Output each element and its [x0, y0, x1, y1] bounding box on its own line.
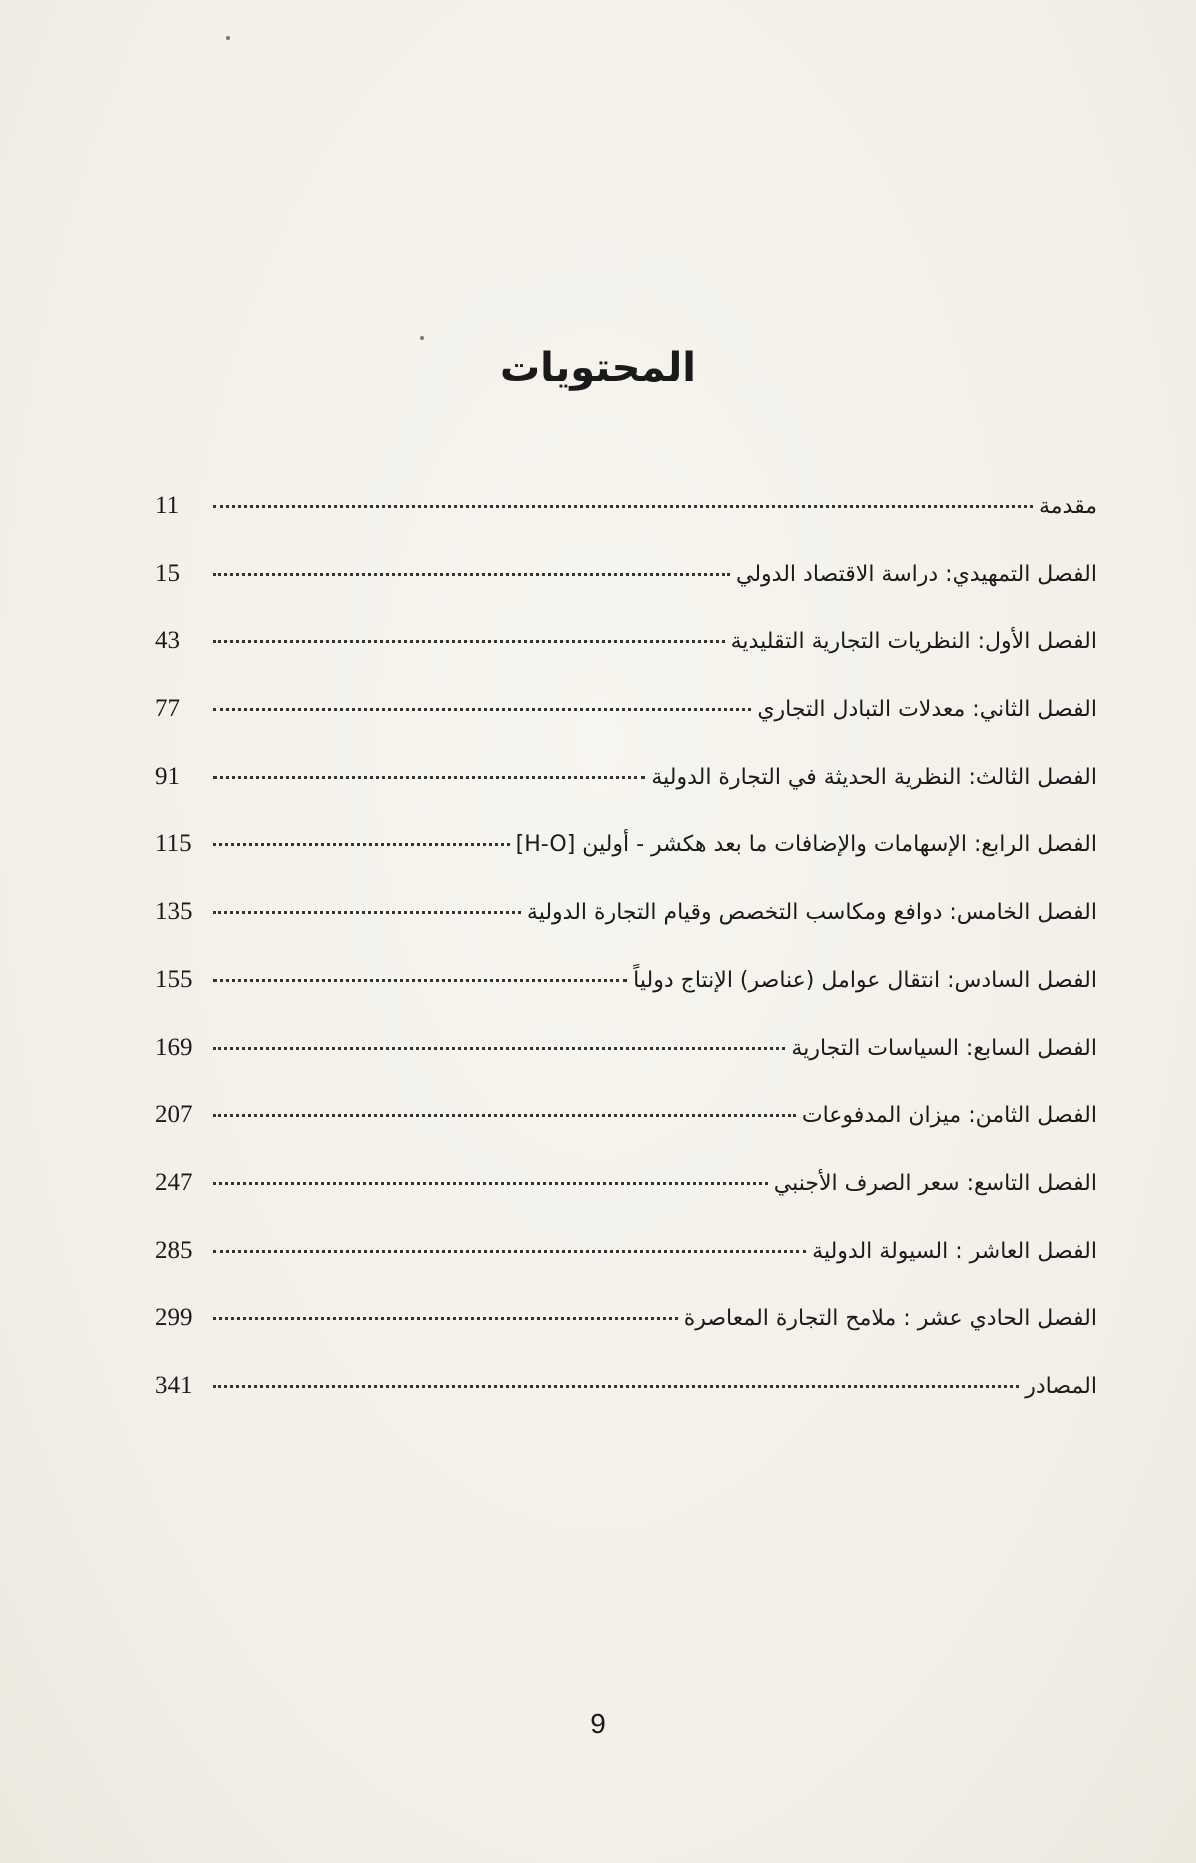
table-of-contents [155, 492, 1097, 1440]
toc-entry-page: 115 [155, 830, 192, 858]
toc-entry [155, 898, 1097, 966]
toc-entry [155, 1169, 1097, 1237]
dot-leader [213, 911, 521, 914]
toc-entry-page: 285 [155, 1236, 193, 1264]
toc-entry [155, 627, 1097, 695]
toc-entry-label: الفصل الرابع: الإسهامات والإضافات ما بعد هكشر - أولين [H-O] [515, 832, 1097, 858]
dot-leader [213, 843, 510, 846]
dot-leader [213, 776, 645, 779]
toc-entry-page: 247 [155, 1168, 193, 1196]
dot-leader [213, 1047, 785, 1050]
toc-entry-page: 77 [155, 695, 180, 723]
dot-leader [213, 1250, 806, 1253]
toc-entry [155, 966, 1097, 1034]
ink-speck [420, 336, 424, 340]
toc-entry-label: الفصل التمهيدي: دراسة الاقتصاد الدولي [736, 561, 1097, 587]
toc-entry [155, 560, 1097, 628]
toc-entry-page: 341 [155, 1371, 193, 1399]
dot-leader [213, 505, 1033, 508]
toc-entry [155, 1372, 1097, 1440]
toc-entry-label: الفصل الأول: النظريات التجارية التقليدية [730, 629, 1097, 655]
toc-entry-page: 15 [155, 559, 180, 587]
toc-entry [155, 830, 1097, 898]
toc-entry-page: 155 [155, 965, 193, 993]
toc-entry-label: الفصل العاشر : السيولة الدولية [812, 1238, 1097, 1264]
toc-entry-label: الفصل الثالث: النظرية الحديثة في التجارة الدولية [651, 764, 1097, 790]
page-title: المحتويات [499, 344, 696, 391]
toc-entry [155, 492, 1097, 560]
toc-entry-label: الفصل الخامس: دوافع ومكاسب التخصص وقيام التجارة الدولية [526, 900, 1097, 926]
toc-entry-page: 11 [155, 492, 180, 519]
toc-entry-label: الفصل الحادي عشر : ملامح التجارة المعاصرة [683, 1306, 1097, 1332]
toc-entry-label: الفصل الثامن: ميزان المدفوعات [801, 1103, 1097, 1129]
toc-entry-page: 207 [155, 1101, 193, 1129]
toc-entry [155, 763, 1097, 831]
dot-leader [213, 1317, 678, 1320]
toc-entry-page: 43 [155, 627, 180, 655]
toc-entry-label: المصادر [1025, 1373, 1097, 1399]
toc-entry [155, 695, 1097, 763]
dot-leader [213, 979, 627, 982]
toc-entry-label: مقدمة [1038, 494, 1097, 519]
toc-entry-label: الفصل السادس: انتقال عوامل (عناصر) الإنتاج دولياً [633, 967, 1097, 993]
dot-leader [213, 1385, 1019, 1388]
toc-entry-label: الفصل التاسع: سعر الصرف الأجنبي [773, 1170, 1097, 1196]
dot-leader [213, 573, 730, 576]
toc-entry-page: 299 [155, 1304, 193, 1332]
toc-entry [155, 1034, 1097, 1102]
toc-entry-page: 135 [155, 898, 193, 926]
toc-entry-page: 91 [155, 762, 180, 790]
toc-entry-page: 169 [155, 1033, 193, 1061]
dot-leader [213, 1114, 796, 1117]
page-number: 9 [590, 1708, 606, 1739]
ink-speck [226, 36, 230, 40]
toc-entry-label: الفصل السابع: السياسات التجارية [791, 1035, 1097, 1061]
toc-entry-label: الفصل الثاني: معدلات التبادل التجاري [757, 697, 1097, 723]
toc-entry [155, 1304, 1097, 1372]
dot-leader [213, 640, 725, 643]
dot-leader [213, 708, 751, 711]
toc-entry [155, 1237, 1097, 1305]
toc-entry [155, 1101, 1097, 1169]
dot-leader [213, 1182, 768, 1185]
